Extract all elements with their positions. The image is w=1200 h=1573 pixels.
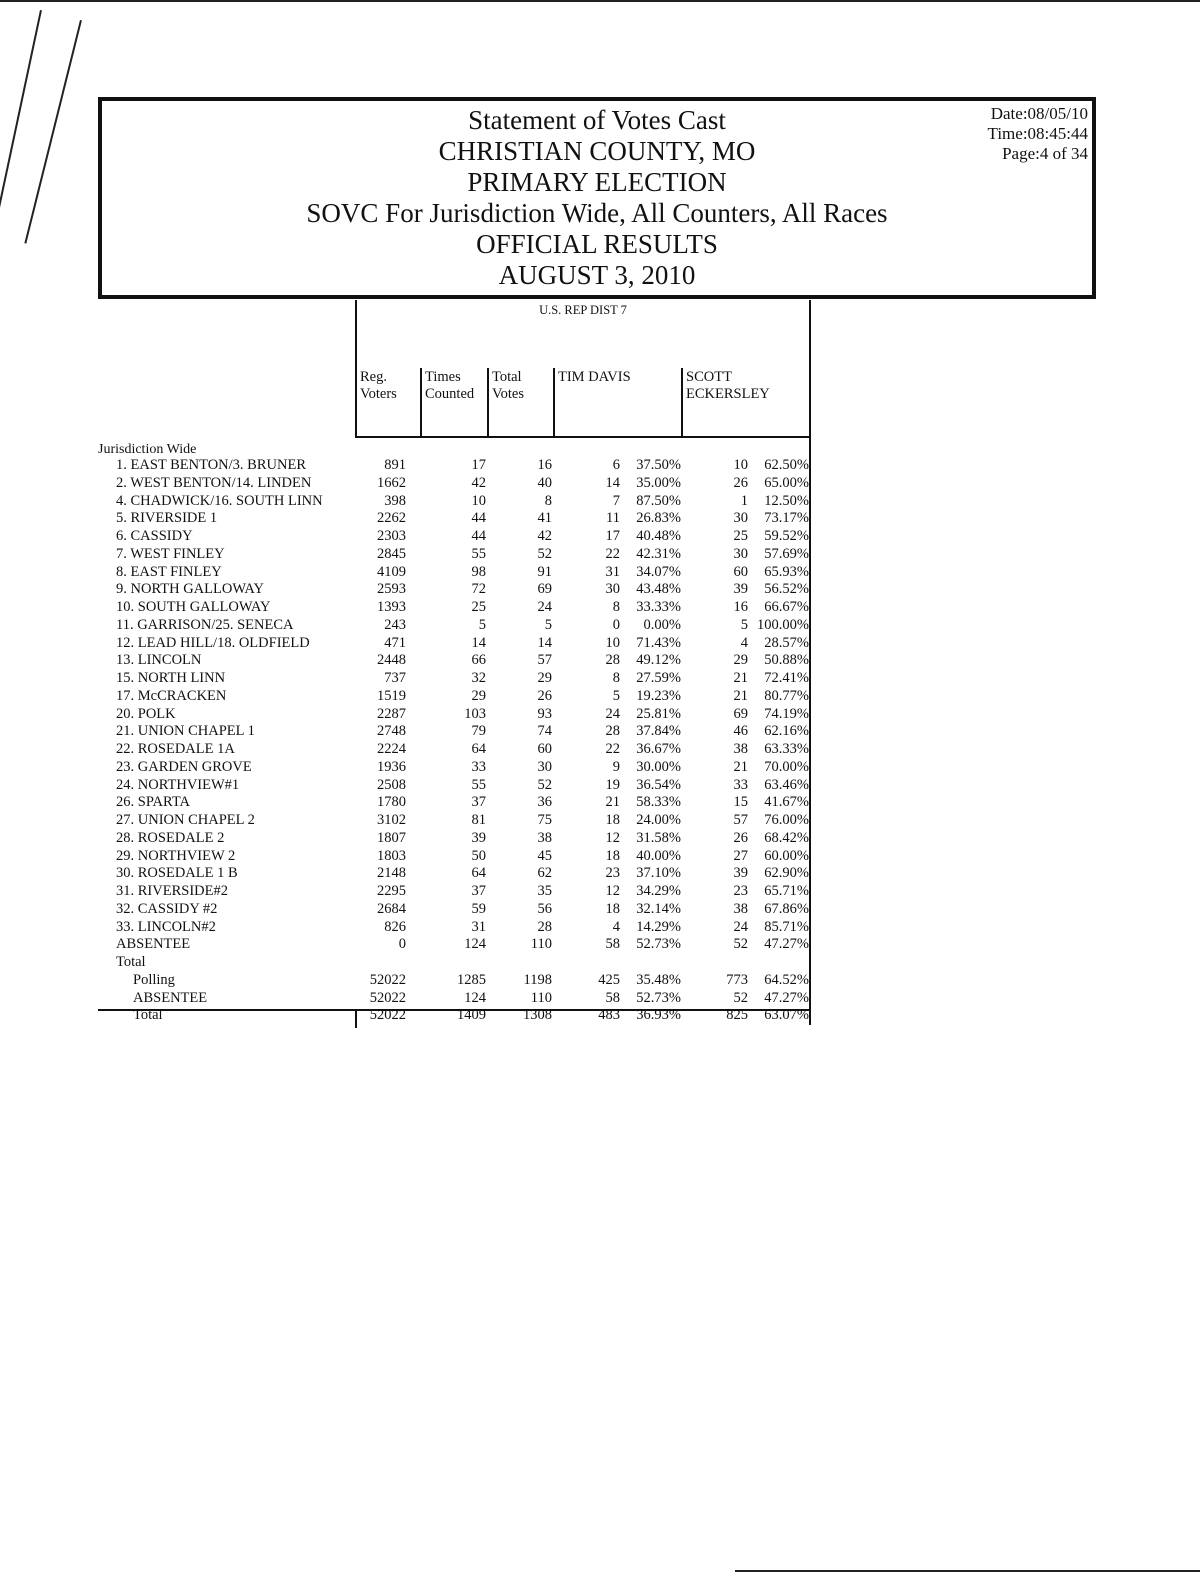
report-title: [102, 105, 1092, 291]
cell-reg: 0: [398, 936, 406, 953]
cell-c1v: 58: [605, 989, 620, 1006]
cell-times: 124: [464, 936, 486, 953]
precinct-name: 31. RIVERSIDE#2: [116, 883, 228, 899]
precinct-name: 8. EAST FINLEY: [116, 563, 222, 580]
cell-total: 30: [537, 758, 552, 775]
cell-reg: 52022: [369, 971, 406, 988]
cell-c1p: 37.50%: [636, 457, 681, 473]
cell-c1v: 8: [612, 599, 620, 615]
cell-c2v: 69: [733, 705, 748, 722]
cell-c1p: 34.29%: [636, 883, 681, 899]
cell-reg: 2262: [377, 510, 406, 527]
cell-times: 14: [471, 634, 486, 651]
cell-reg: 2448: [377, 652, 406, 669]
col-reg-voters: Reg. Voters: [360, 369, 397, 402]
cell-c2p: 59.52%: [764, 528, 809, 544]
cell-total: 24: [537, 599, 552, 615]
cell-times: 66: [471, 652, 486, 669]
cell-reg: 2845: [377, 545, 406, 562]
column-divider: [553, 368, 555, 438]
cell-times: 79: [471, 723, 486, 740]
cell-c2p: 67.86%: [764, 900, 809, 917]
cell-c2v: 21: [733, 670, 748, 686]
cell-total: 74: [537, 723, 552, 740]
cell-total: 35: [537, 883, 552, 899]
precinct-name: 22. ROSEDALE 1A: [116, 741, 235, 757]
cell-total: 1308: [523, 1007, 552, 1024]
precinct-name: 10. SOUTH GALLOWAY: [116, 599, 271, 615]
cell-c1v: 5: [612, 687, 620, 704]
cell-c1p: 33.33%: [636, 599, 681, 615]
precinct-name: 28. ROSEDALE 2: [116, 829, 225, 846]
cell-total: 75: [537, 812, 552, 828]
precinct-name: 27. UNION CHAPEL 2: [116, 812, 255, 828]
cell-reg: 1780: [377, 794, 406, 811]
cell-c2p: 63.07%: [764, 1007, 809, 1024]
cell-c2p: 64.52%: [764, 971, 809, 988]
column-divider: [420, 368, 422, 438]
title-line: PRIMARY ELECTION: [467, 167, 727, 197]
cell-total: 110: [530, 989, 552, 1006]
cell-total: 60: [537, 741, 552, 757]
cell-c1p: 40.48%: [636, 528, 681, 544]
cell-c2v: 21: [733, 687, 748, 704]
cell-c1p: 35.48%: [636, 971, 681, 988]
race-title: U.S. REP DIST 7: [539, 303, 627, 317]
cell-c1p: 31.58%: [636, 829, 681, 846]
col-total-votes: Total Votes: [492, 369, 524, 402]
precinct-name: 33. LINCOLN#2: [116, 918, 216, 935]
cell-c1p: 24.00%: [636, 812, 681, 828]
cell-times: 81: [471, 812, 486, 828]
cell-reg: 3102: [377, 812, 406, 828]
cell-times: 64: [471, 865, 486, 882]
col-candidate-1: TIM DAVIS: [558, 369, 631, 385]
cell-reg: 1393: [377, 599, 406, 615]
cell-total: 40: [537, 474, 552, 491]
cell-total: 52: [537, 776, 552, 793]
cell-c2v: 29: [733, 652, 748, 669]
cell-c2p: 62.16%: [764, 723, 809, 740]
cell-c2p: 65.71%: [764, 883, 809, 899]
cell-times: 37: [471, 794, 486, 811]
cell-times: 31: [471, 918, 486, 935]
cell-c1p: 42.31%: [636, 545, 681, 562]
cell-times: 124: [464, 989, 486, 1006]
cell-total: 28: [537, 918, 552, 935]
precinct-name: 7. WEST FINLEY: [116, 545, 225, 562]
cell-c2v: 825: [726, 1007, 748, 1024]
cell-times: 72: [471, 581, 486, 598]
precinct-name: 20. POLK: [116, 705, 176, 722]
title-line: AUGUST 3, 2010: [498, 260, 696, 290]
cell-reg: 2748: [377, 723, 406, 740]
title-line: Statement of Votes Cast: [468, 105, 726, 135]
cell-c2v: 57: [733, 812, 748, 828]
cell-c2p: 80.77%: [764, 687, 809, 704]
cell-reg: 2593: [377, 581, 406, 598]
cell-reg: 243: [384, 616, 406, 633]
cell-c1p: 37.10%: [636, 865, 681, 882]
cell-times: 59: [471, 900, 486, 917]
cell-c1v: 0: [612, 616, 620, 633]
cell-c1v: 58: [605, 936, 620, 953]
cell-total: 110: [530, 936, 552, 953]
cell-c1p: 25.81%: [636, 705, 681, 722]
precinct-name: 11. GARRISON/25. SENECA: [116, 616, 294, 633]
cell-c2v: 27: [733, 847, 748, 864]
cell-c2p: 50.88%: [764, 652, 809, 669]
precinct-name: Polling: [133, 971, 175, 988]
cell-c1v: 30: [605, 581, 620, 598]
cell-reg: 52022: [369, 1007, 406, 1024]
cell-reg: 1519: [377, 687, 406, 704]
cell-reg: 4109: [377, 563, 406, 580]
scan-left-mark: [24, 20, 81, 244]
cell-c1v: 12: [605, 883, 620, 899]
title-line: OFFICIAL RESULTS: [476, 229, 718, 259]
cell-reg: 1807: [377, 829, 406, 846]
cell-c2v: 10: [733, 457, 748, 473]
cell-c1v: 31: [605, 563, 620, 580]
cell-times: 98: [471, 563, 486, 580]
cell-times: 10: [471, 492, 486, 509]
cell-c1v: 14: [605, 474, 620, 491]
cell-c1p: 52.73%: [636, 989, 681, 1006]
cell-c1v: 18: [605, 847, 620, 864]
cell-c1v: 28: [605, 652, 620, 669]
cell-total: 41: [537, 510, 552, 527]
cell-total: 93: [537, 705, 552, 722]
cell-c1p: 52.73%: [636, 936, 681, 953]
cell-reg: 1803: [377, 847, 406, 864]
cell-c1p: 71.43%: [636, 634, 681, 651]
cell-c1p: 0.00%: [643, 616, 681, 633]
cell-c2v: 4: [740, 634, 748, 651]
cell-reg: 737: [384, 670, 406, 686]
cell-c2p: 100.00%: [757, 616, 809, 633]
cell-c2v: 16: [733, 599, 748, 615]
cell-total: 16: [537, 457, 552, 473]
cell-c1v: 22: [605, 545, 620, 562]
cell-c2p: 66.67%: [764, 599, 809, 615]
cell-c2p: 62.90%: [764, 865, 809, 882]
cell-c2p: 12.50%: [764, 492, 809, 509]
cell-total: 62: [537, 865, 552, 882]
precinct-name: 12. LEAD HILL/18. OLDFIELD: [116, 634, 310, 651]
cell-total: 52: [537, 545, 552, 562]
cell-c2v: 23: [733, 883, 748, 899]
cell-c2p: 63.46%: [764, 776, 809, 793]
precinct-name: 26. SPARTA: [116, 794, 190, 811]
cell-total: 42: [537, 528, 552, 544]
cell-times: 44: [471, 510, 486, 527]
cell-total: 5: [544, 616, 552, 633]
cell-times: 25: [471, 599, 486, 615]
cell-reg: 1662: [377, 474, 406, 491]
cell-c2v: 24: [733, 918, 748, 935]
scan-bottom-mark: [735, 1570, 1200, 1572]
cell-reg: 398: [384, 492, 406, 509]
title-line: SOVC For Jurisdiction Wide, All Counters, All Races: [306, 198, 888, 228]
cell-times: 55: [471, 545, 486, 562]
precinct-name: 13. LINCOLN: [116, 652, 202, 669]
precinct-name: 1. EAST BENTON/3. BRUNER: [116, 457, 306, 473]
cell-total: 36: [537, 794, 552, 811]
cell-c1p: 40.00%: [636, 847, 681, 864]
precinct-name: 9. NORTH GALLOWAY: [116, 581, 265, 598]
precinct-name: ABSENTEE: [133, 989, 208, 1006]
cell-times: 44: [471, 528, 486, 544]
cell-times: 5: [478, 616, 486, 633]
cell-c2p: 73.17%: [764, 510, 809, 527]
cell-c1v: 12: [605, 829, 620, 846]
cell-c1p: 27.59%: [636, 670, 681, 686]
cell-c2v: 26: [733, 829, 748, 846]
cell-reg: 2287: [377, 705, 406, 722]
cell-c1v: 10: [605, 634, 620, 651]
cell-c2v: 773: [726, 971, 748, 988]
cell-c1p: 87.50%: [636, 492, 681, 509]
cell-c2p: 70.00%: [764, 758, 809, 775]
report-time: Time:08:45:44: [987, 124, 1088, 143]
cell-total: 1198: [523, 971, 552, 988]
cell-c2v: 25: [733, 528, 748, 544]
cell-c1v: 483: [598, 1007, 620, 1024]
cell-c2p: 63.33%: [764, 741, 809, 757]
cell-c2v: 38: [733, 900, 748, 917]
cell-reg: 2295: [377, 883, 406, 899]
cell-c2v: 5: [740, 616, 748, 633]
report-date: Date:08/05/10: [990, 104, 1088, 123]
cell-times: 103: [464, 705, 486, 722]
cell-c1v: 18: [605, 900, 620, 917]
cell-reg: 471: [384, 634, 406, 651]
cell-c1p: 32.14%: [636, 900, 681, 917]
column-divider: [487, 368, 489, 438]
scan-left-mark: [0, 10, 42, 216]
cell-times: 42: [471, 474, 486, 491]
cell-times: 64: [471, 741, 486, 757]
cell-c2p: 76.00%: [764, 812, 809, 828]
cell-total: 69: [537, 581, 552, 598]
cell-c2p: 57.69%: [764, 545, 809, 562]
cell-c2p: 41.67%: [764, 794, 809, 811]
cell-c2v: 30: [733, 545, 748, 562]
cell-total: 91: [537, 563, 552, 580]
cell-c1v: 6: [612, 457, 620, 473]
precinct-name: 24. NORTHVIEW#1: [116, 776, 240, 793]
cell-c1p: 26.83%: [636, 510, 681, 527]
cell-c2v: 39: [733, 865, 748, 882]
cell-c2v: 60: [733, 563, 748, 580]
precinct-name: 5. RIVERSIDE 1: [116, 510, 218, 527]
cell-reg: 2508: [377, 776, 406, 793]
cell-c2p: 47.27%: [764, 989, 809, 1006]
cell-total: 8: [544, 492, 552, 509]
cell-c2v: 30: [733, 510, 748, 527]
cell-c2p: 74.19%: [764, 705, 809, 722]
cell-c1p: 35.00%: [636, 474, 681, 491]
cell-c2v: 15: [733, 794, 748, 811]
cell-c2v: 1: [740, 492, 748, 509]
cell-reg: 2224: [377, 741, 406, 757]
cell-c2v: 38: [733, 741, 748, 757]
report-meta: [988, 104, 1088, 164]
cell-c1p: 30.00%: [636, 758, 681, 775]
cell-reg: 1936: [377, 758, 406, 775]
cell-c1p: 14.29%: [636, 918, 681, 935]
cell-times: 17: [471, 457, 486, 473]
cell-c2p: 56.52%: [764, 581, 809, 598]
totals-label: Total: [116, 954, 146, 970]
cell-c1v: 9: [612, 758, 620, 775]
cell-c1p: 58.33%: [636, 794, 681, 811]
cell-times: 55: [471, 776, 486, 793]
cell-times: 50: [471, 847, 486, 864]
cell-c2v: 33: [733, 776, 748, 793]
table-left-border: [355, 300, 357, 438]
cell-c2v: 46: [733, 723, 748, 740]
cell-total: 56: [537, 900, 552, 917]
cell-times: 39: [471, 829, 486, 846]
cell-c2p: 68.42%: [764, 829, 809, 846]
cell-c2p: 62.50%: [764, 457, 809, 473]
cell-c2p: 65.93%: [764, 563, 809, 580]
cell-c1p: 36.93%: [636, 1007, 681, 1024]
cell-times: 37: [471, 883, 486, 899]
cell-c1p: 36.54%: [636, 776, 681, 793]
cell-reg: 2303: [377, 528, 406, 544]
cell-c1v: 8: [612, 670, 620, 686]
cell-times: 33: [471, 758, 486, 775]
cell-times: 1285: [457, 971, 486, 988]
cell-c1v: 17: [605, 528, 620, 544]
cell-c2p: 28.57%: [764, 634, 809, 651]
precinct-name: 6. CASSIDY: [116, 528, 193, 544]
cell-c1v: 11: [606, 510, 620, 527]
cell-times: 1409: [457, 1007, 486, 1024]
cell-total: 26: [537, 687, 552, 704]
report-header: [98, 97, 1096, 299]
cell-c1v: 19: [605, 776, 620, 793]
cell-c1p: 43.48%: [636, 581, 681, 598]
cell-reg: 2148: [377, 865, 406, 882]
cell-total: 14: [537, 634, 552, 651]
cell-c2p: 72.41%: [764, 670, 809, 686]
precinct-name: 4. CHADWICK/16. SOUTH LINN: [116, 492, 323, 509]
cell-reg: 826: [384, 918, 406, 935]
cell-c1p: 49.12%: [636, 652, 681, 669]
cell-c2p: 60.00%: [764, 847, 809, 864]
precinct-name: 2. WEST BENTON/14. LINDEN: [116, 474, 312, 491]
cell-c1v: 28: [605, 723, 620, 740]
column-divider: [681, 368, 683, 438]
table-right-border: [809, 300, 811, 1025]
cell-c2p: 85.71%: [764, 918, 809, 935]
cell-c1p: 37.84%: [636, 723, 681, 740]
precinct-name: 17. McCRACKEN: [116, 687, 227, 704]
precinct-name: 29. NORTHVIEW 2: [116, 847, 236, 864]
title-line: CHRISTIAN COUNTY, MO: [438, 136, 756, 166]
cell-c2v: 26: [733, 474, 748, 491]
cell-c1p: 19.23%: [636, 687, 681, 704]
precinct-name: 21. UNION CHAPEL 1: [116, 723, 255, 740]
cell-c2v: 52: [733, 989, 748, 1006]
cell-c1p: 34.07%: [636, 563, 681, 580]
cell-times: 32: [471, 670, 486, 686]
header-bottom-rule: [355, 436, 811, 438]
precinct-name: 32. CASSIDY #2: [116, 900, 218, 917]
cell-total: 45: [537, 847, 552, 864]
cell-total: 38: [537, 829, 552, 846]
cell-c2v: 52: [733, 936, 748, 953]
cell-c1p: 36.67%: [636, 741, 681, 757]
col-times-counted: Times Counted: [425, 369, 475, 402]
cell-total: 57: [537, 652, 552, 669]
scan-top-border: [0, 0, 1200, 2]
precinct-name: 23. GARDEN GROVE: [116, 758, 252, 775]
cell-c1v: 23: [605, 865, 620, 882]
cell-c1v: 18: [605, 812, 620, 828]
cell-reg: 52022: [369, 989, 406, 1006]
cell-c1v: 22: [605, 741, 620, 757]
cell-c2v: 21: [733, 758, 748, 775]
cell-times: 29: [471, 687, 486, 704]
cell-c1v: 7: [612, 492, 620, 509]
precinct-name: 30. ROSEDALE 1 B: [116, 865, 238, 882]
cell-total: 29: [537, 670, 552, 686]
cell-reg: 891: [384, 457, 406, 473]
precinct-name: Total: [133, 1007, 163, 1024]
cell-c2p: 47.27%: [764, 936, 809, 953]
cell-c1v: 425: [598, 971, 620, 988]
cell-c2p: 65.00%: [764, 474, 809, 491]
section-label: Jurisdiction Wide: [98, 442, 197, 457]
col-candidate-2: SCOTT ECKERSLEY: [686, 369, 770, 402]
report-page: Page:4 of 34: [1002, 144, 1088, 163]
precinct-name: ABSENTEE: [116, 936, 191, 953]
cell-c2v: 39: [733, 581, 748, 598]
cell-c1v: 24: [605, 705, 620, 722]
cell-c1v: 4: [612, 918, 620, 935]
precinct-name: 15. NORTH LINN: [116, 670, 226, 686]
cell-reg: 2684: [377, 900, 406, 917]
cell-c1v: 21: [605, 794, 620, 811]
